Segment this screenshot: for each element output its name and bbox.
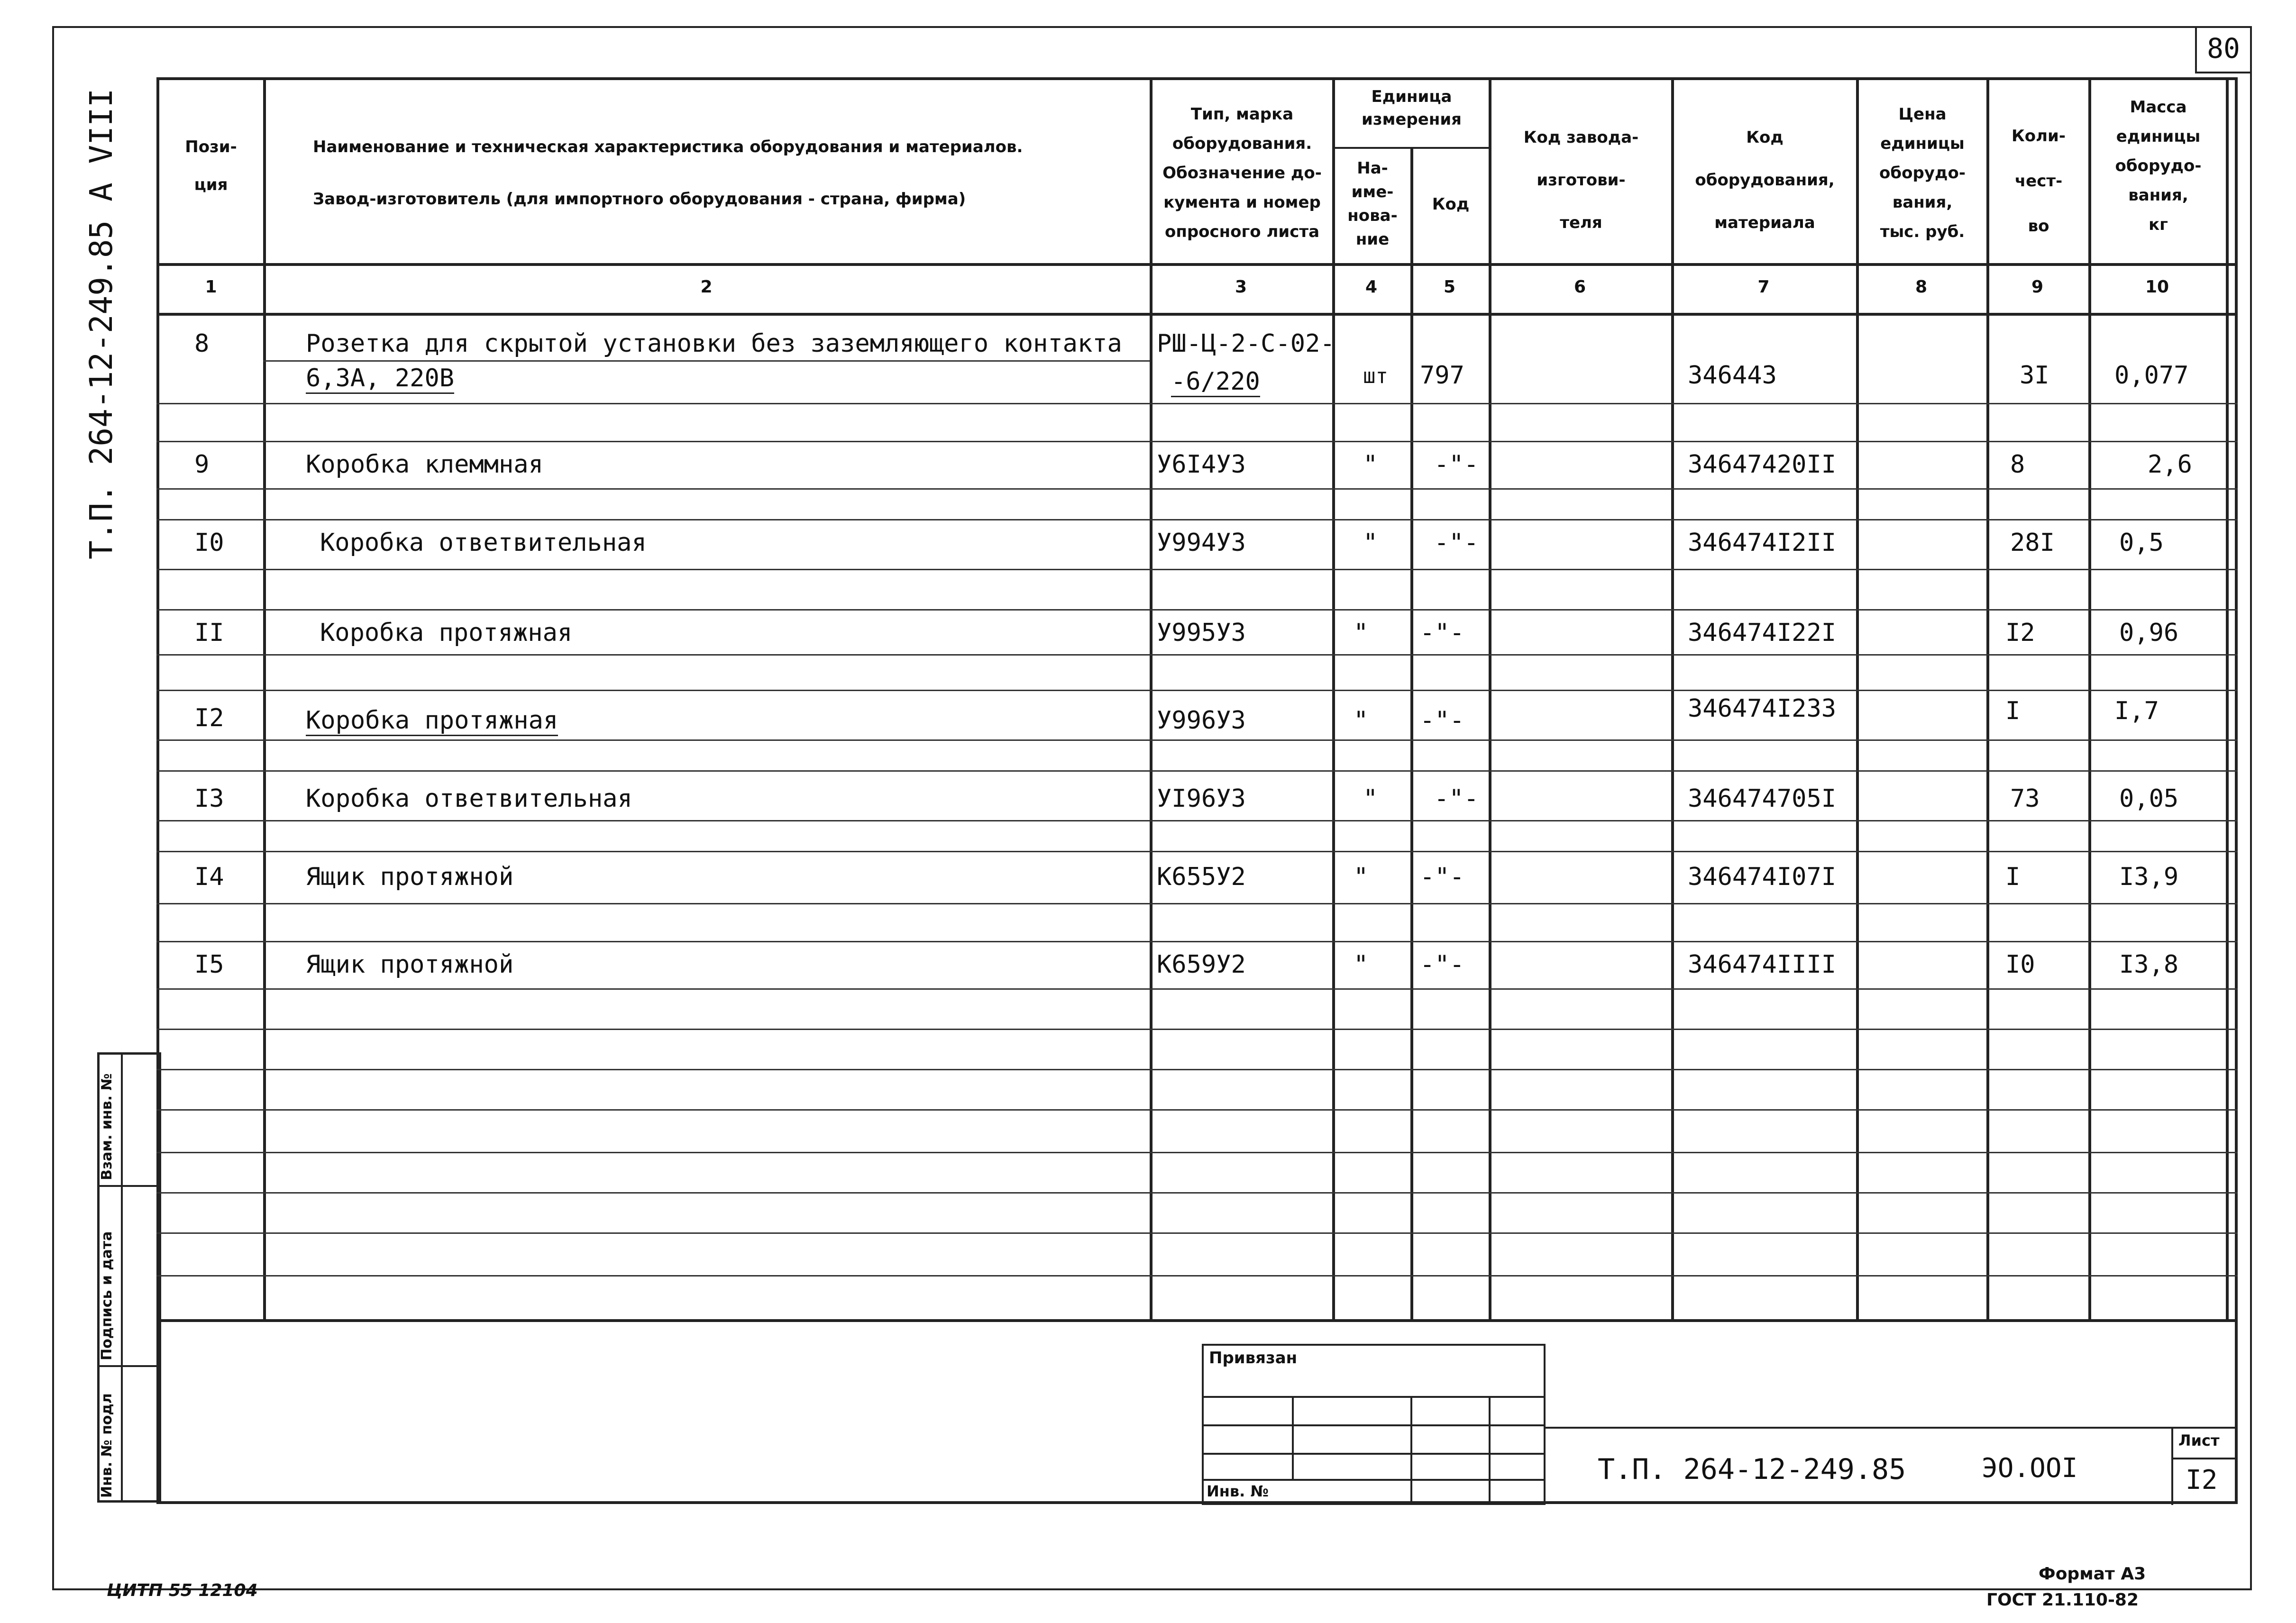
col-number-6: 6 (1573, 277, 1586, 297)
stamp-sheet-divider (2171, 1427, 2173, 1505)
row-11-type: У995У3 (1157, 619, 1246, 647)
side-fields-divider (121, 1052, 123, 1503)
row-9-type: У6I4У3 (1157, 450, 1246, 479)
row-rule (156, 1192, 2238, 1194)
stamp-sheet-rule (2171, 1458, 2238, 1459)
row-10-qty: 28I (2010, 529, 2055, 557)
row-9-position: 9 (194, 450, 210, 479)
row-11-code: 346474I22I (1688, 619, 1837, 647)
row-15-unit: " (1354, 950, 1369, 979)
row-rule (156, 654, 2238, 656)
row-rule (156, 903, 2238, 904)
row-9-name: Коробка клеммная (306, 450, 543, 479)
row-11-name: Коробка протяжная (320, 619, 573, 647)
row-11-position: II (194, 619, 224, 647)
col-number-7: 7 (1757, 277, 1770, 297)
row-13-code: 346474705I (1688, 784, 1837, 813)
row-rule (156, 1109, 2238, 1111)
row-12-qty: I (2005, 697, 2021, 725)
row-rule (263, 360, 1150, 362)
header-mass: Масса единицы оборудо- вания, кг (2115, 98, 2202, 234)
row-8-qty: 3I (2020, 361, 2049, 390)
stamp-main-rule (1546, 1427, 2238, 1429)
row-8-unit-code: 797 (1420, 361, 1464, 390)
row-12-unit-code: -"- (1420, 706, 1464, 735)
row-13-name: Коробка ответвительная (306, 784, 632, 813)
stamp-inv-no: Инв. № (1207, 1482, 1269, 1500)
row-11-unit-code: -"- (1420, 619, 1464, 647)
side-field-inv-podl: Инв. № подл (99, 1393, 115, 1498)
row-rule (156, 770, 2238, 772)
stamp-rule (1202, 1453, 1546, 1455)
row-14-qty: I (2005, 863, 2021, 891)
row-13-unit-code: -"- (1434, 784, 1479, 813)
row-15-type: К659У2 (1157, 950, 1246, 979)
row-8-mass: 0,077 (2114, 361, 2189, 390)
row-10-mass: 0,5 (2119, 529, 2164, 557)
row-15-name: Ящик протяжной (306, 950, 514, 979)
stamp-doc-code: Т.П. 264-12-249.85 (1598, 1453, 1906, 1486)
row-9-mass: 2,6 (2148, 450, 2192, 479)
row-14-mass: I3,9 (2119, 863, 2179, 891)
row-rule (156, 441, 2238, 442)
row-rule (156, 519, 2238, 520)
header-equipment-code: Код оборудования, материала (1695, 128, 1835, 232)
sheet-number: 80 (2207, 32, 2240, 64)
row-rule (156, 941, 2238, 942)
row-8-name-cont: 6,3А, 220В (306, 364, 454, 394)
row-15-qty: I0 (2005, 950, 2035, 979)
stamp-sheet-label: Лист (2178, 1432, 2220, 1450)
row-rule (156, 1275, 2238, 1277)
header-price: Цена единицы оборудо- вания, тыс. руб. (1879, 105, 1966, 241)
header-factory-code: Код завода- изготови- теля (1523, 128, 1639, 232)
col-number-5: 5 (1443, 277, 1456, 297)
header-rule (156, 263, 2238, 266)
stamp-rule (1202, 1396, 1546, 1398)
row-11-unit: " (1354, 619, 1369, 647)
side-rule (97, 1185, 161, 1187)
row-rule (156, 609, 2238, 611)
row-rule (156, 1232, 2238, 1234)
unit-group-rule (1332, 147, 1489, 149)
stamp-sheet-number: I2 (2186, 1465, 2218, 1495)
row-rule (156, 1069, 2238, 1070)
row-15-position: I5 (194, 950, 224, 979)
row-13-qty: 73 (2010, 784, 2040, 813)
row-10-unit: " (1363, 529, 1378, 557)
row-14-unit-code: -"- (1420, 863, 1464, 891)
side-stamp: Т.П. 264-12-249.85 А VIII (83, 88, 119, 559)
col-number-9: 9 (2031, 277, 2044, 297)
row-rule (156, 1152, 2238, 1153)
row-12-code: 346474I233 (1688, 694, 1837, 723)
row-10-name: Коробка ответвительная (320, 529, 647, 557)
row-8-unit: шт (1363, 364, 1388, 388)
row-rule (156, 403, 2238, 404)
header-type: Тип, марка оборудования. Обозначение до- кумента и номер опросного листа (1162, 105, 1322, 241)
row-12-name: Коробка протяжная (306, 706, 558, 736)
col-number-3: 3 (1235, 277, 1247, 297)
stamp-privyazan: Привязан (1209, 1349, 1298, 1368)
row-rule (156, 1029, 2238, 1030)
stamp-rule (1202, 1424, 1546, 1426)
stamp-divider (1489, 1396, 1491, 1505)
row-9-code: 34647420II (1688, 450, 1837, 479)
footer-left: ЦИТП 55 12104 (107, 1581, 258, 1600)
side-rule (97, 1365, 161, 1367)
row-11-qty: I2 (2005, 619, 2035, 647)
row-rule (156, 851, 2238, 852)
row-13-type: УI96У3 (1157, 784, 1246, 813)
side-field-vzam-inv: Взам. инв. № (99, 1073, 115, 1180)
row-14-code: 346474I07I (1688, 863, 1837, 891)
row-14-unit: " (1354, 863, 1369, 891)
row-12-mass: I,7 (2114, 697, 2159, 725)
row-15-unit-code: -"- (1420, 950, 1464, 979)
side-field-signature-date: Подпись и дата (99, 1231, 115, 1360)
footer-format: Формат А3 (2039, 1564, 2146, 1584)
row-8-name: Розетка для скрытой установки без заземляющего контакта (306, 329, 1122, 358)
row-rule (156, 739, 2238, 741)
stamp-doc-suffix: ЭО.ООI (1982, 1453, 2078, 1484)
row-8-position: 8 (194, 329, 210, 358)
row-12-unit: " (1354, 706, 1369, 735)
col-number-10: 10 (2145, 277, 2169, 297)
header-name: Наименование и техническая характеристика оборудования и материалов. Завод-изготовитель (для импортного оборудования - страна, фирма) (313, 137, 1023, 209)
row-9-unit: " (1363, 450, 1378, 479)
row-10-code: 346474I2II (1688, 529, 1837, 557)
header-unit-name: На- име- нова- ние (1347, 159, 1398, 249)
header-unit-code: Код (1432, 195, 1470, 214)
row-8-code: 346443 (1688, 361, 1777, 390)
row-rule (156, 988, 2238, 990)
row-8-type-cont: -6/220 (1171, 367, 1260, 397)
row-10-position: I0 (194, 529, 224, 557)
row-rule (156, 488, 2238, 490)
row-14-type: К655У2 (1157, 863, 1246, 891)
row-9-unit-code: -"- (1434, 450, 1479, 479)
footer-gost: ГОСТ 21.110-82 (1986, 1590, 2139, 1610)
stamp-divider (1292, 1396, 1294, 1479)
row-15-code: 346474IIII (1688, 950, 1837, 979)
row-8-type: РШ-Ц-2-С-02- (1157, 329, 1335, 358)
col-number-2: 2 (700, 277, 713, 297)
colnum-rule (156, 313, 2238, 316)
row-13-mass: 0,05 (2119, 784, 2179, 813)
row-10-type: У994У3 (1157, 529, 1246, 557)
row-14-position: I4 (194, 863, 224, 891)
table-body-bottom-rule (156, 1319, 2238, 1322)
stamp-divider (1410, 1396, 1412, 1505)
row-13-position: I3 (194, 784, 224, 813)
col-divider (1410, 147, 1413, 1319)
row-11-mass: 0,96 (2119, 619, 2179, 647)
col-number-1: 1 (205, 277, 217, 297)
col-number-4: 4 (1365, 277, 1378, 297)
row-rule (156, 820, 2238, 821)
row-9-qty: 8 (2010, 450, 2025, 479)
row-13-unit: " (1363, 784, 1378, 813)
stamp-rule (1202, 1479, 1546, 1481)
row-14-name: Ящик протяжной (306, 863, 514, 891)
col-number-8: 8 (1915, 277, 1928, 297)
row-12-position: I2 (194, 704, 224, 732)
row-rule (156, 569, 2238, 570)
row-15-mass: I3,8 (2119, 950, 2179, 979)
header-quantity: Коли- чест- во (2012, 127, 2066, 236)
header-position: Пози- ция (185, 137, 237, 194)
row-12-type: У996У3 (1157, 706, 1246, 735)
row-rule (156, 690, 2238, 691)
header-unit-group: Единица измерения (1362, 87, 1462, 129)
row-10-unit-code: -"- (1434, 529, 1479, 557)
